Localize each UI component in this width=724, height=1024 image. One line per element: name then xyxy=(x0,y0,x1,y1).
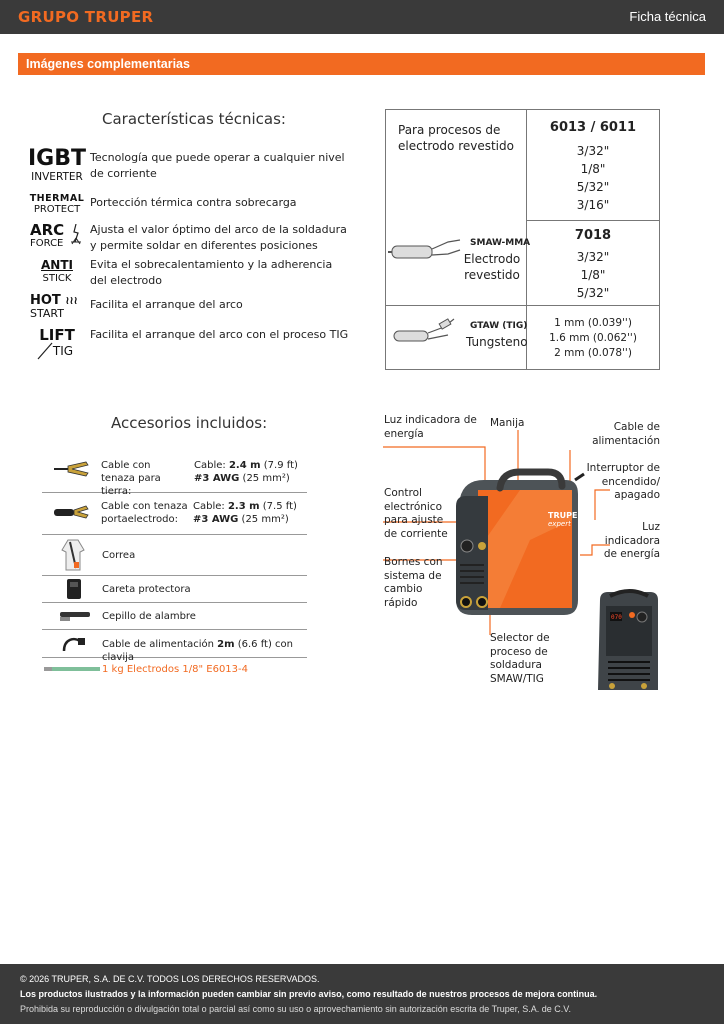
process-header: Para procesos de electrodo revestido xyxy=(398,123,514,153)
feature-desc: Ajusta el valor óptimo del arco de la soldadura y permite soldar en diferentes posiciones xyxy=(90,223,347,252)
process-smaw: SMAW-MMA xyxy=(470,238,531,248)
accessory-item: Cable con tenaza para tierra: Cable: 2.4 m (7.9 ft) #3 AWG (25 mm²) xyxy=(42,452,307,493)
feature-lift-tig xyxy=(28,327,348,363)
document-type: Ficha técnica xyxy=(629,9,706,24)
accessory-item: Cable de alimentación 2m (6.6 ft) con clavija xyxy=(42,630,307,658)
feature-thermal xyxy=(28,193,348,217)
copyright: © 2026 TRUPER, S.A. DE C.V. TODOS LOS DERECHOS RESERVADOS. xyxy=(20,974,320,984)
callout-handle: Manija xyxy=(490,417,525,429)
section-title-bar xyxy=(18,53,705,75)
electrodes-icon xyxy=(44,666,100,672)
process-gtaw: GTAW (TIG) xyxy=(470,321,528,331)
anti-stick-icon: ANTI STICK xyxy=(41,258,73,284)
front-view-thumbnail xyxy=(598,591,658,690)
callout-power-cable: Cable de alimentación xyxy=(592,421,660,447)
electrode-holder-icon xyxy=(388,232,468,272)
feature-arc-force xyxy=(28,222,348,254)
ground-clamp-icon xyxy=(52,460,92,478)
feature-igbt xyxy=(28,147,348,185)
accessory-item: Cable con tenaza portaelectrodo: Cable: 2.3 m (7.5 ft) #3 AWG (25 mm²) xyxy=(42,493,307,535)
page-header xyxy=(0,0,724,34)
lift-tig-icon: LIFT TIG xyxy=(39,326,75,358)
feature-desc: Portección térmica contra sobrecarga xyxy=(90,196,297,209)
brand-logo: GRUPO TRUPER xyxy=(18,8,154,26)
process-smaw-desc: Electrodo revestido xyxy=(463,252,521,282)
callout-current-control: Control electrónico para ajuste de corriente xyxy=(384,487,448,540)
callout-terminals: Bornes con sistema de cambio rápido xyxy=(384,556,443,609)
callout-power-light: Luz indicadora de energía xyxy=(384,414,477,440)
group2-sizes: 3/32" 1/8" 5/32" xyxy=(576,250,610,300)
group1-sizes: 3/32" 1/8" 5/32" 3/16" xyxy=(576,144,610,212)
igbt-inverter-icon: IGBT INVERTER xyxy=(28,146,87,183)
group2-title: 7018 xyxy=(574,228,612,243)
power-cable-icon xyxy=(60,633,88,655)
wire-brush-icon xyxy=(58,609,92,623)
disclaimer: Los productos ilustrados y la información pueden cambiar sin previo aviso, como resultado de nuestros procesos de mejora continua. xyxy=(20,989,598,999)
machine-brand-sub: expert xyxy=(548,520,571,528)
tig-torch-icon xyxy=(388,315,468,351)
electrode-spec-table xyxy=(385,109,660,370)
callout-power-light-2: Luz indicadora de energía xyxy=(603,521,660,560)
display-readout: 070 xyxy=(611,614,622,621)
hot-start-icon: HOT ≀≀≀ START xyxy=(30,293,78,320)
process-gtaw-desc: Tungsteno xyxy=(466,335,528,349)
arc-force-icon: ARC FORCE xyxy=(28,222,86,250)
accessory-item: Cepillo de alambre xyxy=(42,603,307,630)
accessories-title: Accesorios incluidos: xyxy=(111,414,268,432)
feature-desc: Evita el sobrecalentamiento y la adherencia del electrodo xyxy=(90,258,333,287)
callout-process-selector: Selector de proceso de soldadura SMAW/TIG xyxy=(490,632,550,685)
feature-desc: Tecnología que puede operar a cualquier nivel de corriente xyxy=(90,151,345,180)
group3-sizes: 1 mm (0.039'') 1.6 mm (0.062'') 2 mm (0.078'') xyxy=(549,317,637,359)
section-title: Imágenes complementarias xyxy=(26,57,190,71)
welding-mask-icon xyxy=(66,578,82,600)
electrode-holder-icon xyxy=(52,503,92,521)
features-title: Características técnicas: xyxy=(102,110,286,128)
accessory-item: Careta protectora xyxy=(42,576,307,603)
group1-title: 6013 / 6011 xyxy=(549,120,637,135)
callout-power-switch: Interruptor de encendido/ apagado xyxy=(586,462,660,501)
reproduction-notice: Prohibida su reproducción o divulgación total o parcial así como su uso o aprovechamiento sin autorización escrita de Truper, S.A. de C.V. xyxy=(20,1004,571,1014)
feature-desc: Facilita el arranque del arco xyxy=(90,298,243,311)
feature-desc: Facilita el arranque del arco con el proceso TIG xyxy=(90,328,349,341)
accessory-item: 1 kg Electrodos 1/8" E6013-4 xyxy=(42,658,307,680)
machine-brand: TRUPER xyxy=(548,511,584,520)
page-footer xyxy=(0,964,724,1024)
strap-icon xyxy=(58,538,88,572)
feature-hot-start xyxy=(28,294,348,322)
feature-anti-stick xyxy=(28,258,348,288)
accessory-item: Correa xyxy=(42,535,307,576)
thermal-protect-icon: THERMAL PROTECT xyxy=(29,193,85,215)
